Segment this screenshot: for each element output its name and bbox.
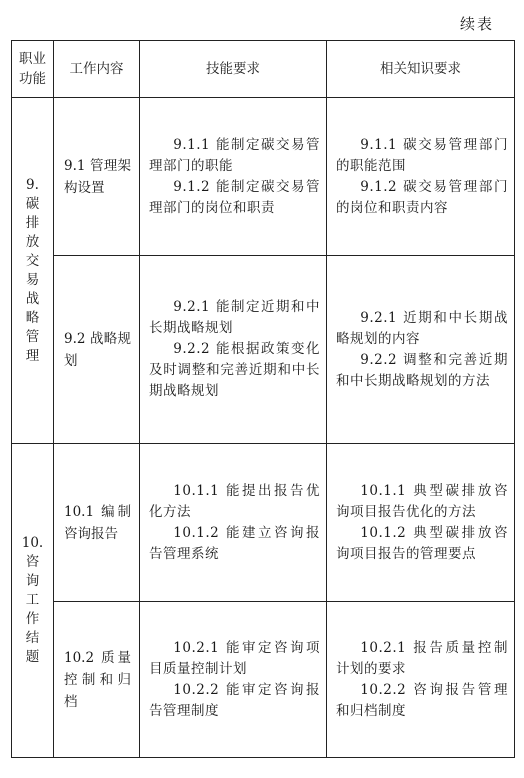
function-cell — [12, 444, 54, 758]
skill-item: 9.2.1 能制定近期和中长期战略规划 — [149, 299, 320, 336]
header-skills: 技能要求 — [140, 41, 327, 98]
function-number: 9. — [26, 176, 39, 193]
skill-item: 10.1.1 能提出报告优化方法 — [149, 482, 320, 520]
skill-item: 10.2.2 能审定咨询报告管理制度 — [149, 681, 320, 719]
content-cell: 9.1 管理架构设置 — [54, 98, 140, 256]
table-row — [12, 98, 515, 256]
skills-cell — [140, 98, 327, 256]
content-cell: 9.2 战略规划 — [54, 256, 140, 444]
continued-label: 续表 — [459, 15, 494, 33]
skills-table — [11, 40, 515, 758]
content-cell: 10.1 编制咨询报告 — [54, 444, 140, 602]
skill-item: 10.1.2 能建立咨询报告管理系统 — [149, 524, 320, 562]
skills-cell — [140, 256, 327, 444]
skills-cell — [140, 602, 327, 758]
skill-item: 9.2.2 能根据政策变化及时调整和完善近期和中长期战略规划 — [149, 341, 320, 399]
knowledge-item: 9.1.1 碳交易管理部门的职能范围 — [336, 136, 508, 174]
skill-item: 9.1.2 能制定碳交易管理部门的岗位和职责 — [149, 178, 320, 216]
function-number: 10. — [21, 535, 44, 551]
knowledge-item: 9.2.2 调整和完善近期和中长期战略规划的方法 — [336, 351, 508, 389]
function-name: 咨询工作结题 — [25, 554, 40, 665]
skills-cell — [140, 444, 327, 602]
table-row — [12, 602, 515, 758]
skill-item: 9.1.1 能制定碳交易管理部门的职能 — [149, 136, 320, 174]
knowledge-item: 9.2.1 近期和中长期战略规划的内容 — [336, 309, 508, 347]
knowledge-item: 10.2.1 报告质量控制计划的要求 — [336, 639, 508, 677]
content-cell: 10.2 质量控制和归档 — [54, 602, 140, 758]
function-cell — [12, 98, 54, 444]
header-function: 职业功能 — [12, 41, 54, 98]
knowledge-item: 10.1.2 典型碳排放咨询项目报告的管理要点 — [336, 524, 508, 562]
knowledge-cell — [327, 256, 515, 444]
table-row — [12, 444, 515, 602]
knowledge-cell — [327, 444, 515, 602]
function-name: 碳排放交易战略管理 — [25, 195, 40, 364]
table-row — [12, 256, 515, 444]
header-knowledge: 相关知识要求 — [327, 41, 515, 98]
knowledge-item: 10.2.2 咨询报告管理和归档制度 — [336, 681, 508, 719]
knowledge-cell — [327, 98, 515, 256]
knowledge-item: 9.1.2 碳交易管理部门的岗位和职责内容 — [336, 178, 508, 216]
knowledge-cell — [327, 602, 515, 758]
knowledge-item: 10.1.1 典型碳排放咨询项目报告优化的方法 — [336, 482, 508, 520]
skill-item: 10.2.1 能审定咨询项目质量控制计划 — [149, 639, 320, 677]
table-header-row — [12, 41, 515, 98]
header-content: 工作内容 — [54, 41, 140, 98]
